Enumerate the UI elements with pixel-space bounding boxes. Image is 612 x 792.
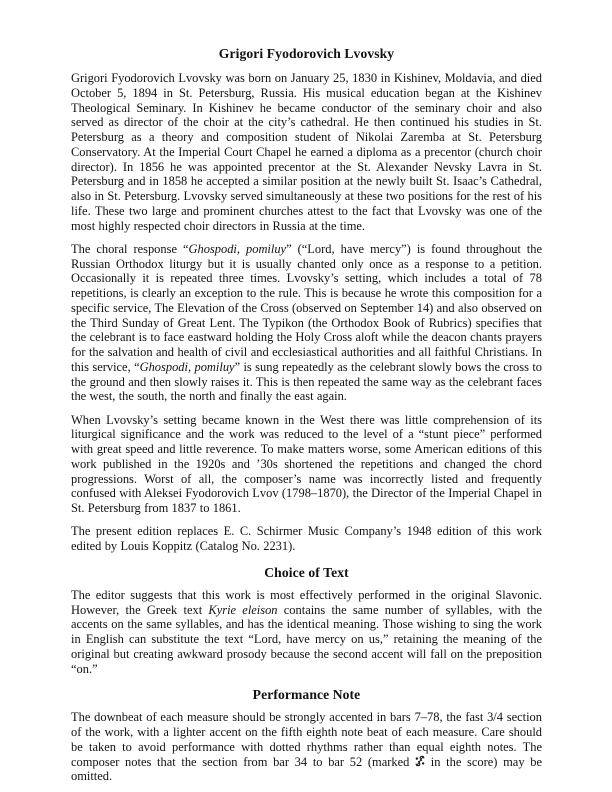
text-run: The present edition replaces E. C. Schirmer Music Company’s 1948 edition of this work edited by Louis Koppitz (Catalog No. 2231). xyxy=(71,524,542,553)
italic-text: Ghospodi, pomiluy xyxy=(139,359,235,374)
text-run: The editor suggests that this work is most effectively performed in the original Slavonic. However, the Greek text xyxy=(71,587,542,617)
choice-of-text-paragraph xyxy=(71,588,542,677)
text-run: When Lvovsky’s setting became known in the West there was little comprehension of its liturgical significance and the work was reduced to the level of a “stunt piece” performed with great speed and little reverence. To make matters worse, some American editions of this work published in the 1920s and ’30s shortened the repetitions and changed the chord progressions. Worst of all, the composer’s name was incorrectly listed and frequently confused with Aleksei Fyodorovich Lvov (1798–1870), the Director of the Imperial Chapel in St. Petersburg from 1837 to 1861. xyxy=(71,412,542,515)
biography-paragraph-1 xyxy=(71,71,542,233)
segno-icon xyxy=(415,755,425,767)
text-run: The choral response “ xyxy=(71,241,189,256)
biography-paragraph-3 xyxy=(71,413,542,516)
biography-paragraph-4 xyxy=(71,524,542,554)
performance-note-paragraph xyxy=(71,710,542,784)
text-run: Grigori Fyodorovich Lvovsky was born on January 25, 1830 in Kishinev, Moldavia, and died October 5, 1894 in St. Petersburg, Russia. His musical education began at the Kishinev Theological Seminary. In Kishinev he became conductor of the seminary choir and also served as director of the choir at the city’s cathedral. He then continued his studies in St. Petersburg as a theory and composition student of Nikolai Zaremba at St. Petersburg Conservatory. At the Imperial Court Chapel he earned a diploma as a precentor (church choir director). In 1856 he was appointed precentor at the St. Alexander Nevsky Lavra in St. Petersburg and in 1858 he accepted a similar position at the newly built St. Isaac’s Cathedral, also in St. Petersburg. Lvovsky served simultaneously at these two positions for the rest of his life. These two large and prominent churches attest to the fact that Lvovsky was one of the most highly respected choir directors in Russia at the time. xyxy=(71,71,542,233)
page-title: Grigori Fyodorovich Lvovsky xyxy=(218,46,395,61)
text-run: ” is sung repeatedly as the celebrant slowly bows the cross to the ground and then slowly raises it. This is then repeated the same way as the celebrant faces the west, the south, the north and finally the east again. xyxy=(71,359,542,404)
text-run: The downbeat of each measure should be strongly accented in bars 7–78, the fast 3/4 section of the work, with a lighter accent on the fifth eighth note beat of each measure. Care should be taken to avoid performance with dotted rhythms rather than equal eighth notes. The composer notes that the section from bar 34 to bar 52 (marked xyxy=(71,710,542,769)
section-heading-performance-note: Performance Note xyxy=(252,687,361,703)
biography-paragraph-2 xyxy=(71,242,542,404)
text-run: contains the same number of syllables, with the accents on the same syllables, and has the identical meaning. Those wishing to sing the work in English can substitute the text “Lord, have mercy on us,” retaining the meaning of the original but creating awkward prosody because the second accent will fall on the preposition “on.” xyxy=(71,602,542,676)
text-run: ” (“Lord, have mercy”) is found throughout the Russian Orthodox liturgy but it is usually chanted only once as a response to a petition. Occasionally it is repeated three times. Lvovsky’s setting, which includes a total of 78 repetitions, is clearly an exception to the rule. This is because he wrote this composition for a specific service, The Elevation of the Cross (observed on September 14) and also observed on the Third Sunday of Great Lent. The Typikon (the Orthodox Book of Rubrics) specifies that the celebrant is to face eastward holding the Holy Cross aloft while the deacon chants prayers for the salvation and health of civil and ecclesiastical authorities and all faithful Christians. In this service, “ xyxy=(71,241,542,374)
italic-text: Kyrie eleison xyxy=(208,602,278,617)
italic-text: Ghospodi, pomiluy xyxy=(188,241,287,256)
text-run: in the score) may be omitted. xyxy=(71,754,542,784)
section-heading-choice-of-text: Choice of Text xyxy=(264,564,349,580)
